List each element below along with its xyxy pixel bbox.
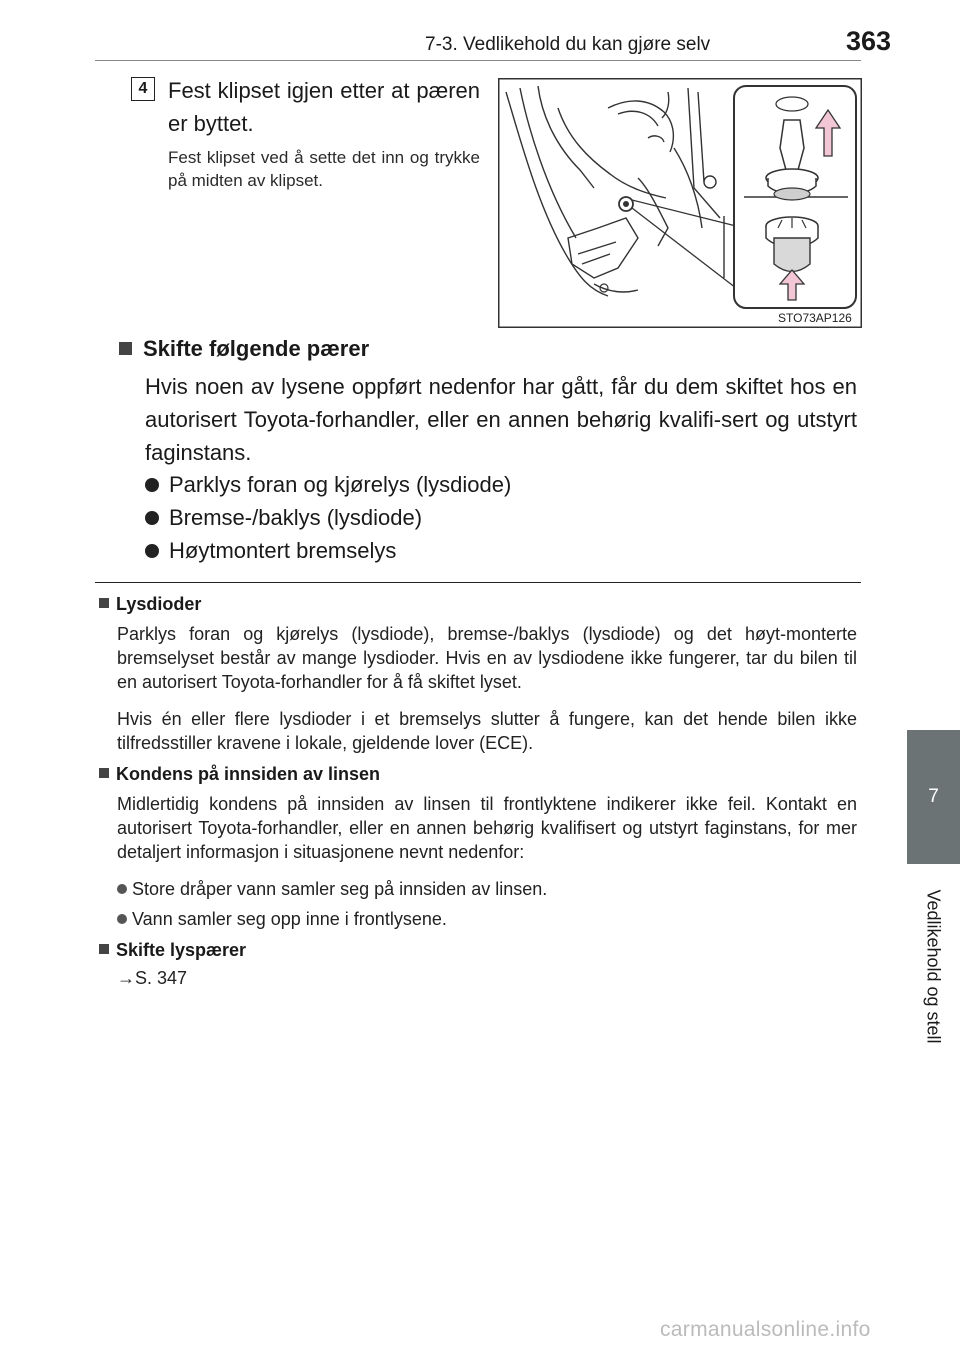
round-bullet-icon [117,884,127,894]
square-bullet-icon [99,598,109,608]
round-bullet-icon [145,478,159,492]
section-divider [95,582,861,583]
section-heading-text: Skifte følgende pærer [143,336,370,361]
chapter-number: 7 [928,786,939,807]
note-heading-lysdioder: Lysdioder [99,594,201,615]
clip-installation-illustration [498,78,862,328]
figure-code: STO73AP126 [778,311,852,325]
section-title: 7-3. Vedlikehold du kan gjøre selv [425,34,711,55]
note-paragraph: Hvis én eller flere lysdioder i et bremselys slutter å fungere, kan det hende bilen ikke tilfredsstiller kravene i lokale, gjeldende lover (ECE). [117,709,857,753]
chapter-title-vertical [907,866,960,1066]
section-body: Hvis noen av lysene oppført nedenfor har gått, får du dem skiftet hos en autorisert Toyota-forhandler, eller en annen behørig kvalifi-sert og utstyrt faginstans. [145,374,857,465]
note-heading-kondens: Kondens på innsiden av linsen [99,764,380,785]
list-item: Vann samler seg opp inne i frontlysene. [117,907,857,931]
clip-press-drawing [766,217,818,272]
list-item: Store dråper vann samler seg på innsiden av linsen. [117,877,857,901]
list-item: Parklys foran og kjørelys (lysdiode) [145,468,857,501]
note-heading-lyspaerer: Skifte lyspærer [99,940,246,961]
step-sub-text: Fest klipset ved å sette det inn og trykke på midten av klipset. [168,148,480,190]
section-heading [119,336,369,362]
note-paragraph: Midlertidig kondens på innsiden av linsen til frontlyktene indikerer ikke feil. Kontakt en autorisert Toyota-forhandler, eller en annen behørig kvalifisert og utstyrt faginstans, for mer detaljert informasjon i situasjonene nevnt nedenfor: [117,794,857,862]
step-main-text: Fest klipset igjen etter at pæren er byttet. [168,78,480,136]
header-rule [95,60,861,61]
step-number-box: 4 [131,77,155,101]
chapter-tab[interactable] [907,730,960,864]
square-bullet-icon [99,768,109,778]
round-bullet-icon [145,511,159,525]
list-item: Bremse-/baklys (lysdiode) [145,501,857,534]
list-item: Høytmontert bremselys [145,534,857,567]
square-bullet-icon [119,342,132,355]
square-bullet-icon [99,944,109,954]
page-number: 363 [846,26,892,56]
round-bullet-icon [145,544,159,558]
page-reference-link[interactable]: →S. 347 [117,968,188,988]
chapter-title: Vedlikehold og stell [924,888,945,1044]
watermark: carmanualsonline.info [660,1318,871,1341]
round-bullet-icon [117,914,127,924]
note-paragraph: Parklys foran og kjørelys (lysdiode), bremse-/baklys (lysdiode) og det høyt-monterte bremselyset består av mange lysdioder. Hvis en av lysdiodene ikke fungerer, tar du bilen til en autorisert Toyota-forhandler for å få skiftet lyset. [117,624,857,692]
bulb-list [145,468,857,567]
